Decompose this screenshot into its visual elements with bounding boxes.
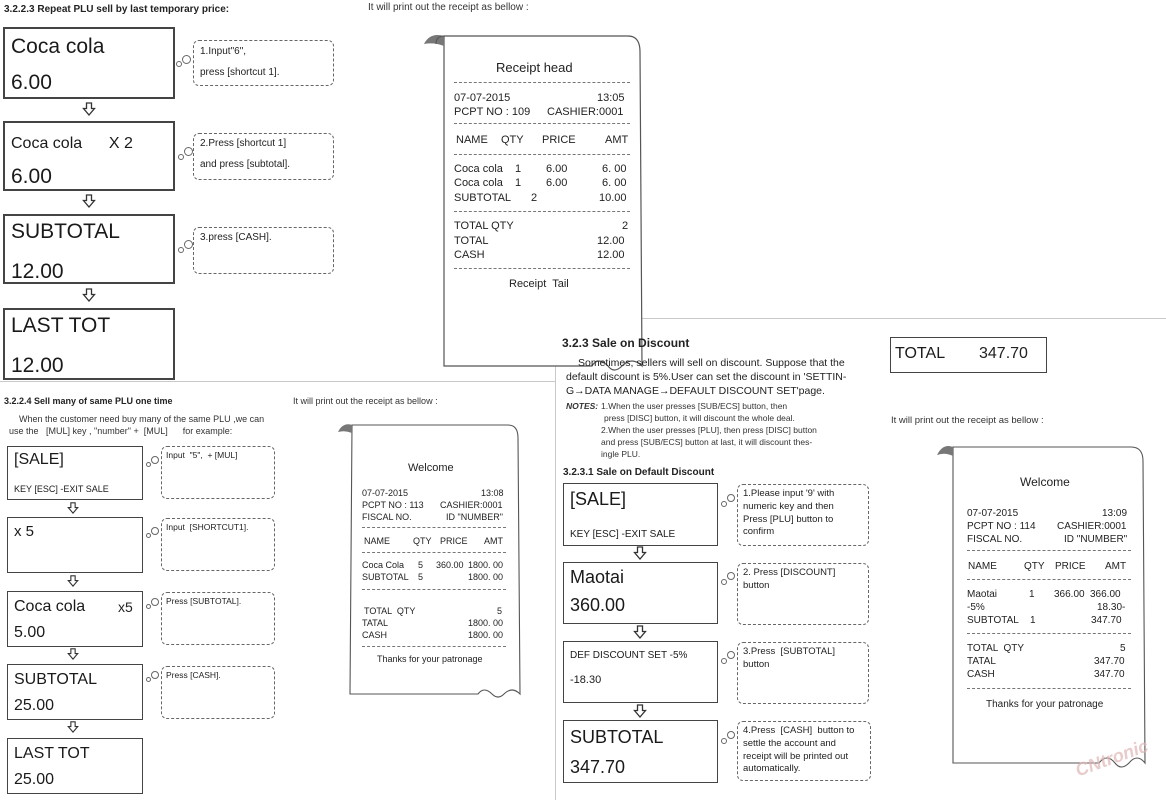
lcd-line-1: [SALE]: [14, 451, 64, 468]
lcd-line-2: 25.00: [14, 771, 55, 788]
lcd-display: [3, 121, 175, 191]
lcd-line-2: 360.00: [570, 595, 626, 615]
item-amt: 6. 00: [602, 163, 627, 175]
lcd-display: [563, 720, 718, 783]
cash-amt: 12.00: [597, 249, 625, 261]
down-arrow-icon: [633, 625, 647, 639]
subtotal-qty: 5: [418, 572, 424, 582]
down-arrow-icon: [67, 721, 79, 733]
total-qty-label: TOTAL QTY: [454, 220, 514, 232]
receipt-cashier: CASHIER:0001: [1057, 521, 1127, 532]
receipt-date: 07-07-2015: [362, 488, 409, 498]
bubble-line: 4.Press [CASH] button to: [743, 725, 855, 736]
receipt-fiscal: FISCAL NO.: [362, 512, 412, 522]
receipt-separator: [362, 646, 506, 647]
print-note: It will print out the receipt as bellow :: [368, 2, 529, 13]
instruction-bubble: [737, 563, 869, 625]
subtotal-amt: 347.70: [1091, 615, 1122, 626]
receipt-head: Welcome: [408, 462, 454, 474]
subtotal-label: SUBTOTAL: [454, 192, 512, 204]
col-amt: AMT: [1105, 561, 1127, 572]
receipt-fiscal-id: ID "NUMBER": [1064, 534, 1128, 545]
discount-amt: 18.30-: [1097, 602, 1126, 613]
notes-text: [601, 401, 841, 460]
down-arrow-icon: [633, 546, 647, 560]
lcd-line-1: SUBTOTAL: [14, 671, 97, 688]
lcd-display: [3, 27, 175, 99]
lcd-line-1: DEF DISCOUNT SET -5%: [570, 650, 688, 661]
bubble-line: Input [SHORTCUT1].: [166, 522, 249, 532]
subtotal-amt: 10.00: [599, 192, 627, 204]
total-qty-label: TOTAL QTY: [364, 606, 416, 616]
item-amt: 6. 00: [602, 177, 627, 189]
receipt-head: Receipt head: [496, 60, 573, 75]
note-line: press [DISC] button, it will discount the whole deal.: [604, 412, 795, 423]
receipt-separator: [967, 550, 1131, 551]
section-divider: [555, 318, 1166, 319]
bubble-line: press [shortcut 1].: [200, 66, 280, 78]
cash-amt: 1800. 00: [468, 630, 504, 640]
cash-amt: 347.70: [1094, 669, 1125, 680]
receipt-separator: [967, 579, 1131, 580]
instruction-bubble: [737, 642, 869, 704]
instruction-bubble: [161, 666, 275, 719]
lcd-line-1: Maotai: [570, 567, 625, 587]
item-price: 6.00: [546, 163, 568, 175]
total-qty: 5: [497, 606, 503, 616]
bubble-line: Input "5", + [MUL]: [166, 450, 238, 460]
lcd-line-1: LAST TOT: [14, 745, 90, 762]
print-note: It will print out the receipt as bellow :: [891, 415, 1044, 426]
lcd-display: [7, 446, 143, 500]
total-label: TOTAL: [454, 235, 489, 247]
receipt-time: 13:08: [481, 488, 504, 498]
instruction-bubble: [193, 40, 334, 86]
receipt-fiscal-id: ID "NUMBER": [446, 512, 503, 522]
receipt-cashier: CASHIER:0001: [547, 106, 624, 118]
section-divider: [555, 318, 556, 800]
bubble-line: Press [CASH].: [166, 670, 221, 680]
lcd-line-2: 5.00: [14, 624, 46, 641]
lcd-line-1: SUBTOTAL: [11, 220, 120, 243]
instruction-bubble: [161, 518, 275, 571]
note-line: 2.When the user presses [PLU], then press [DISC] button: [601, 424, 817, 435]
receipt-separator: [454, 268, 630, 269]
lcd-line-2: 6.00: [11, 71, 52, 94]
bubble-line: automatically.: [743, 763, 801, 775]
subtotal-amt: 1800. 00: [468, 572, 504, 582]
receipt-separator: [362, 589, 506, 590]
lcd-display: [563, 483, 718, 546]
col-name: NAME: [456, 134, 488, 146]
col-price: PRICE: [440, 536, 468, 546]
item-qty: 1: [515, 177, 522, 189]
down-arrow-icon: [82, 102, 96, 116]
section-title-3-2-3: 3.2.3 Sale on Discount: [562, 336, 690, 350]
item-amt: 1800. 00: [468, 560, 504, 570]
section-title-3-2-2-4: 3.2.2.4 Sell many of same PLU one time: [4, 396, 173, 406]
lcd-line-1: Coca cola: [14, 598, 86, 615]
receipt-tail: Receipt Tail: [509, 278, 569, 290]
bubble-line: 2. Press [DISCOUNT]: [743, 567, 836, 578]
receipt-thanks: Thanks for your patronage: [377, 654, 483, 664]
instruction-bubble: [193, 227, 334, 274]
down-arrow-icon: [67, 575, 79, 587]
receipt-time: 13:09: [1102, 508, 1128, 519]
lcd-display: [7, 664, 143, 720]
receipt-separator: [967, 688, 1131, 689]
item-name: Coca cola: [454, 163, 503, 175]
col-price: PRICE: [542, 134, 576, 146]
bubble-line: 1.Input"6",: [200, 46, 247, 57]
discount-label: -5%: [967, 602, 985, 613]
down-arrow-icon: [67, 502, 79, 514]
bubble-line: 3.Press [SUBTOTAL]: [743, 646, 836, 657]
print-note: It will print out the receipt as bellow :: [293, 396, 438, 406]
down-arrow-icon: [82, 194, 96, 208]
receipt-separator: [967, 633, 1131, 634]
bubble-line: button: [743, 658, 770, 670]
lcd-display: [563, 562, 718, 624]
total-label: TATAL: [967, 656, 996, 667]
receipt-pcpt: PCPT NO : 109: [454, 106, 531, 118]
bubble-line: numeric key and then: [743, 500, 834, 512]
note-line: and press [SUB/ECS] button at last, it will discount thes-: [601, 436, 813, 447]
receipt-separator: [454, 211, 630, 212]
instruction-bubble: [161, 592, 275, 645]
bubble-line: 1.Please input '9' with: [743, 488, 835, 499]
receipt-separator: [454, 154, 630, 155]
receipt-fiscal: FISCAL NO.: [967, 534, 1023, 545]
receipt-cashier: CASHIER:0001: [440, 500, 503, 510]
cash-label: CASH: [967, 669, 995, 680]
total-display-label: TOTAL: [895, 345, 946, 362]
description-line: G→DATA MANAGE→DEFAULT DISCOUNT SET'page.: [566, 385, 825, 398]
total-amt: 347.70: [1094, 656, 1125, 667]
item-name: Maotai: [967, 589, 998, 600]
subtotal-qty: 1: [1030, 615, 1036, 626]
bubble-line: settle the account and: [743, 737, 836, 749]
receipt-time: 13:05: [597, 92, 625, 104]
down-arrow-icon: [67, 648, 79, 660]
col-amt: AMT: [605, 134, 629, 146]
item-price: 366.00: [1054, 589, 1085, 600]
bubble-line: button: [743, 579, 770, 591]
total-label: TATAL: [362, 618, 389, 628]
lcd-line-1: Coca cola: [11, 35, 105, 58]
note-line: ingle PLU.: [601, 448, 641, 459]
receipt-pcpt: PCPT NO : 113: [362, 500, 424, 510]
total-qty-label: TOTAL QTY: [967, 643, 1025, 654]
col-qty: QTY: [413, 536, 432, 546]
bubble-line: Press [SUBTOTAL].: [166, 596, 242, 606]
instruction-bubble: [193, 133, 334, 180]
instruction-bubble: [737, 721, 871, 781]
lcd-line-2: 6.00: [11, 165, 52, 188]
bubble-line: 3.press [CASH].: [200, 232, 272, 243]
subtotal-qty: 2: [531, 192, 538, 204]
receipt-pcpt: PCPT NO : 114: [967, 521, 1036, 532]
receipt-head: Welcome: [1020, 475, 1070, 489]
total-display-value: 347.70: [979, 345, 1028, 362]
total-amt: 1800. 00: [468, 618, 504, 628]
receipt-separator: [362, 527, 506, 528]
item-qty: 1: [1029, 589, 1035, 600]
subtotal-label: SUBTOTAL: [967, 615, 1019, 626]
description-line: default discount is 5%.User can set the discount in 'SETTIN-: [566, 371, 847, 384]
lcd-display: [7, 591, 143, 647]
bubble-line: confirm: [743, 526, 775, 538]
col-name: NAME: [364, 536, 391, 546]
col-qty: QTY: [1024, 561, 1045, 572]
bubble-line: receipt will be printed out: [743, 750, 849, 762]
item-amt: 366.00: [1090, 589, 1121, 600]
watermark-logo: CNtronic: [1072, 735, 1151, 781]
lcd-line-1: x 5: [14, 523, 35, 540]
down-arrow-icon: [633, 704, 647, 718]
description-line: When the customer need buy many of the same PLU ,we can: [19, 414, 265, 424]
col-qty: QTY: [501, 134, 524, 146]
bubble-line: Press [PLU] button to: [743, 513, 834, 525]
receipt-separator: [454, 123, 630, 124]
lcd-display: [7, 517, 143, 573]
receipt-date: 07-07-2015: [967, 508, 1019, 519]
lcd-line-2: 12.00: [11, 354, 64, 377]
description-line: use the [MUL] key , "number" + [MUL] for example:: [9, 426, 233, 436]
col-name: NAME: [968, 561, 997, 572]
receipt-separator: [454, 82, 630, 83]
instruction-bubble: [737, 484, 869, 546]
receipt-separator: [362, 552, 506, 553]
bubble-line: and press [subtotal].: [200, 158, 291, 170]
total-qty: 5: [1120, 643, 1126, 654]
cash-label: CASH: [362, 630, 388, 640]
receipt-thanks: Thanks for your patronage: [986, 699, 1104, 710]
item-price: 6.00: [546, 177, 568, 189]
note-line: 1.When the user presses [SUB/ECS] button, then: [601, 401, 788, 411]
description-line: Sometimes, sellers will sell on discount. Suppose that the: [578, 357, 845, 369]
item-qty: 5: [418, 560, 424, 570]
item-name: Coca cola: [454, 177, 503, 189]
lcd-line-2: KEY [ESC] -EXIT SALE: [14, 484, 109, 494]
discount-description: [566, 356, 866, 399]
lcd-line-2: 12.00: [11, 260, 64, 283]
lcd-display: [3, 308, 175, 380]
item-qty: 1: [515, 163, 522, 175]
cash-label: CASH: [454, 249, 485, 261]
item-price: 360.00: [436, 560, 464, 570]
total-display: [890, 337, 1047, 373]
lcd-line-2: -18.30: [570, 674, 602, 686]
subtotal-label: SUBTOTAL: [362, 572, 409, 582]
col-amt: AMT: [484, 536, 503, 546]
section-title-3-2-2-3: 3.2.2.3 Repeat PLU sell by last temporary price:: [4, 4, 230, 15]
lcd-line-1: SUBTOTAL: [570, 727, 664, 747]
lcd-line-1-qty: x5: [118, 599, 133, 615]
receipt-date: 07-07-2015: [454, 92, 511, 104]
lcd-line-2: 347.70: [570, 757, 626, 777]
item-name: Coca Cola: [362, 560, 405, 570]
lcd-display: [563, 641, 718, 703]
section-title-3-2-3-1: 3.2.3.1 Sale on Default Discount: [563, 467, 715, 478]
col-price: PRICE: [1055, 561, 1086, 572]
lcd-line-2: KEY [ESC] -EXIT SALE: [570, 529, 676, 540]
lcd-line-2: 25.00: [14, 697, 55, 714]
notes-label: NOTES:: [566, 401, 599, 411]
instruction-bubble: [161, 446, 275, 499]
lcd-line-1: Coca cola X 2: [11, 135, 133, 152]
lcd-line-1: [SALE]: [570, 489, 627, 509]
total-qty: 2: [622, 220, 629, 232]
total-amt: 12.00: [597, 235, 625, 247]
bubble-line: 2.Press [shortcut 1]: [200, 138, 287, 149]
lcd-display: [7, 738, 143, 794]
lcd-line-1: LAST TOT: [11, 314, 111, 337]
down-arrow-icon: [82, 288, 96, 302]
lcd-display: [3, 214, 175, 284]
